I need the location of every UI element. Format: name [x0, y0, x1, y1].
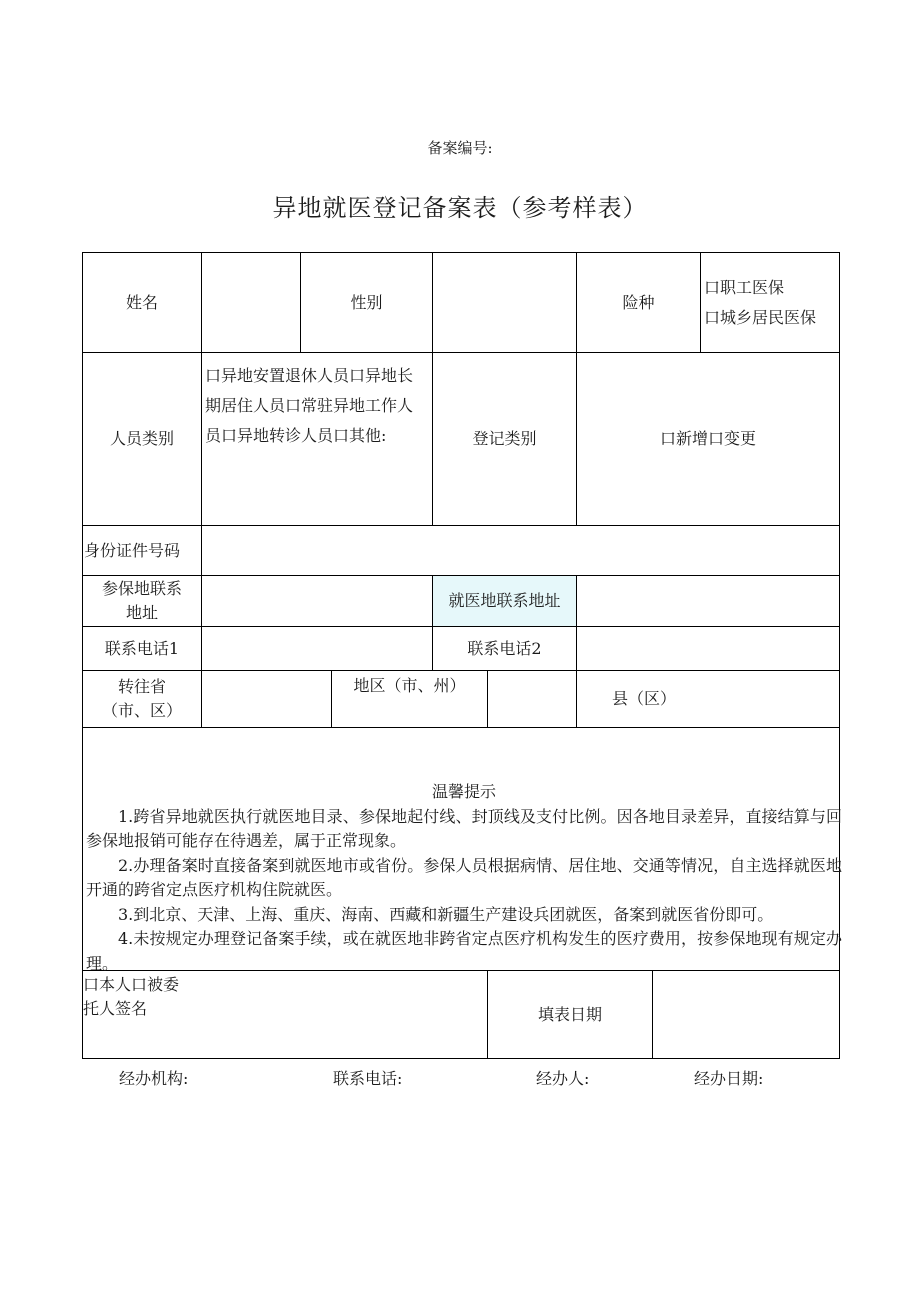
tip-item: 3.到北京、天津、上海、重庆、海南、西藏和新疆生产建设兵团就医，备案到就医省份即可。: [118, 904, 774, 924]
phone2-input-cell[interactable]: [577, 627, 839, 670]
province-input-cell[interactable]: [202, 671, 331, 727]
reference-number-label: 备案编号:: [427, 139, 493, 157]
name-label: 姓名: [125, 292, 158, 312]
gender-label: 性别: [350, 292, 383, 312]
insured-address-input-cell[interactable]: [202, 576, 432, 626]
fill-date-label: 填表日期: [537, 1004, 602, 1024]
tip-item: 2.办理备案时直接备案到就医地市或省份。参保人员根据病情、居住地、交通等情况，自主选择就医地开通的跨省定点医疗机构住院就医。: [86, 855, 842, 899]
region-input-cell[interactable]: [488, 671, 576, 727]
name-input-cell[interactable]: [202, 253, 300, 352]
tips-section: [86, 780, 842, 976]
phone1-input-cell[interactable]: [202, 627, 432, 670]
id-number-input-cell[interactable]: [202, 526, 839, 575]
form-title: 异地就医登记备案表（参考样表）: [272, 194, 648, 222]
medical-address-label: 就医地联系地址: [433, 576, 576, 626]
agency-label: 经办机构:: [119, 1069, 189, 1088]
person-type-options[interactable]: 口异地安置退休人员口异地长期居住人员口常驻异地工作人员口异地转诊人员口其他:: [205, 366, 414, 445]
insurance-option-resident[interactable]: 口城乡居民医保: [704, 307, 817, 327]
insurance-option-employee[interactable]: 口职工医保: [704, 277, 785, 297]
table-border-bottom: [82, 1058, 840, 1059]
county-input-cell[interactable]: [711, 671, 839, 727]
id-number-label: 身份证件号码: [84, 540, 181, 560]
phone2-label: 联系电话2: [467, 638, 542, 658]
insured-address-label: 参保地联系地址: [101, 579, 182, 622]
province-label: 转往省（市、区）: [101, 677, 182, 720]
tip-item: 1.跨省异地就医执行就医地目录、参保地起付线、封顶线及支付比例。因各地目录差异，直接结算与回参保地报销可能存在待遇差，属于正常现象。: [86, 806, 842, 850]
handling-date-label: 经办日期:: [694, 1069, 764, 1088]
tips-heading: 温馨提示: [431, 782, 496, 801]
person-type-label: 人员类别: [109, 429, 174, 448]
contact-phone-label: 联系电话:: [333, 1069, 403, 1088]
insurance-options: [701, 253, 839, 352]
handler-label: 经办人:: [536, 1069, 590, 1088]
gender-input-cell[interactable]: [433, 253, 576, 352]
insurance-label: 险种: [622, 292, 655, 312]
registration-type-label: 登记类别: [472, 429, 537, 448]
row-divider: [82, 727, 840, 728]
region-label: 地区（市、州）: [353, 676, 466, 695]
medical-address-input-cell[interactable]: [577, 576, 839, 626]
tip-item: 4.未按规定办理登记备案手续，或在就医地非跨省定点医疗机构发生的医疗费用，按参保地现有规定办理。: [86, 929, 842, 973]
signature-label: 口本人口被委托人签名: [83, 975, 180, 1018]
county-label: 县（区）: [611, 689, 676, 708]
fill-date-input-cell[interactable]: [653, 971, 839, 1058]
phone1-label: 联系电话1: [104, 638, 180, 658]
registration-type-options[interactable]: 口新增口变更: [659, 429, 756, 448]
